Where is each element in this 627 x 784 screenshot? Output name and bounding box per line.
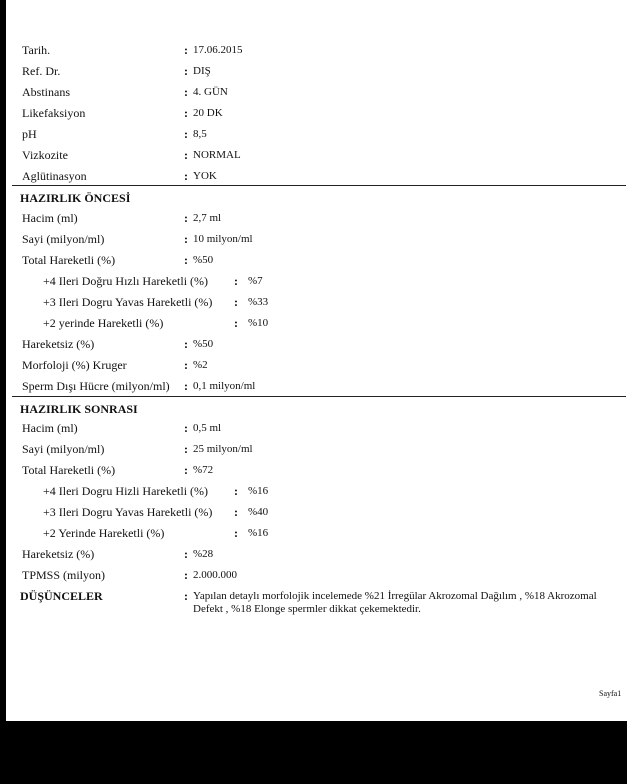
label: pH (22, 127, 37, 141)
value: %7 (248, 275, 263, 287)
value: %10 (248, 317, 269, 329)
value: DIŞ (193, 65, 211, 77)
value: 17.06.2015 (193, 44, 243, 56)
value: 8,5 (193, 128, 207, 140)
colon: : (184, 568, 188, 582)
divider (12, 396, 626, 397)
colon: : (184, 337, 188, 351)
colon: : (234, 526, 238, 540)
value: %16 (248, 485, 269, 497)
colon: : (184, 232, 188, 246)
label: Hareketsiz (%) (22, 337, 95, 351)
label: Hareketsiz (%) (22, 547, 95, 561)
label: +4 Ileri Doğru Hızlı Hareketli (%) (43, 274, 209, 288)
colon: : (184, 106, 188, 120)
colon: : (184, 211, 188, 225)
label: +4 Ileri Dogru Hizli Hareketli (%) (43, 484, 209, 498)
value: 10 milyon/ml (193, 233, 253, 245)
label: Sperm Dışı Hücre (milyon/ml) (22, 379, 170, 393)
section-title-after: HAZIRLIK SONRASI (20, 402, 138, 416)
value: NORMAL (193, 149, 241, 161)
colon: : (234, 505, 238, 519)
colon: : (184, 547, 188, 561)
value: %72 (193, 464, 214, 476)
label: Sayi (milyon/ml) (22, 442, 105, 456)
section-title-before: HAZIRLIK ÖNCESİ (20, 191, 131, 205)
colon: : (184, 43, 188, 57)
colon: : (184, 442, 188, 456)
label: Total Hareketli (%) (22, 463, 116, 477)
colon: : (184, 85, 188, 99)
label: Hacim (ml) (22, 211, 78, 225)
colon: : (184, 358, 188, 372)
colon: : (184, 64, 188, 78)
value: %28 (193, 548, 214, 560)
colon: : (184, 589, 188, 603)
colon: : (184, 148, 188, 162)
colon: : (234, 484, 238, 498)
label: +3 Ileri Dogru Yavas Hareketli (%) (43, 505, 213, 519)
divider (12, 185, 626, 186)
label: +2 Yerinde Hareketli (%) (43, 526, 165, 540)
colon: : (234, 295, 238, 309)
label: +3 Ileri Dogru Yavas Hareketli (%) (43, 295, 213, 309)
colon: : (184, 379, 188, 393)
colon: : (184, 253, 188, 267)
value: %50 (193, 254, 214, 266)
label: Sayi (milyon/ml) (22, 232, 105, 246)
colon: : (184, 127, 188, 141)
value: 20 DK (193, 107, 223, 119)
label: +2 yerinde Hareketli (%) (43, 316, 164, 330)
colon: : (184, 463, 188, 477)
label: Abstinans (22, 85, 70, 99)
label: Aglütinasyon (22, 169, 87, 183)
value: 4. GÜN (193, 86, 228, 98)
value: %2 (193, 359, 208, 371)
report-page (6, 0, 627, 721)
value: 2.000.000 (193, 569, 237, 581)
label: TPMSS (milyon) (22, 568, 106, 582)
colon: : (184, 169, 188, 183)
value: %33 (248, 296, 269, 308)
colon: : (234, 316, 238, 330)
label: Total Hareketli (%) (22, 253, 116, 267)
value: %50 (193, 338, 214, 350)
value: %40 (248, 506, 269, 518)
page-number: Sayfa1 (599, 689, 622, 698)
label: Ref. Dr. (22, 64, 61, 78)
notes-text: Yapılan detaylı morfolojik incelemede %21 İrregülar Akrozomal Dağılım , %18 Akrozomal Defekt , %18 Elonge spermler dikkat çekemektedir. (193, 590, 597, 615)
value: 0,1 milyon/ml (193, 380, 256, 392)
value: %16 (248, 527, 269, 539)
colon: : (234, 274, 238, 288)
label: Likefaksiyon (22, 106, 86, 120)
value: 25 milyon/ml (193, 443, 253, 455)
colon: : (184, 421, 188, 435)
value: 2,7 ml (193, 212, 222, 224)
notes-title: DÜŞÜNCELER (20, 589, 103, 603)
value: 0,5 ml (193, 422, 222, 434)
label: Morfoloji (%) Kruger (22, 358, 127, 372)
value: YOK (193, 170, 217, 182)
label: Tarih. (22, 43, 51, 57)
label: Vizkozite (22, 148, 68, 162)
label: Hacim (ml) (22, 421, 78, 435)
